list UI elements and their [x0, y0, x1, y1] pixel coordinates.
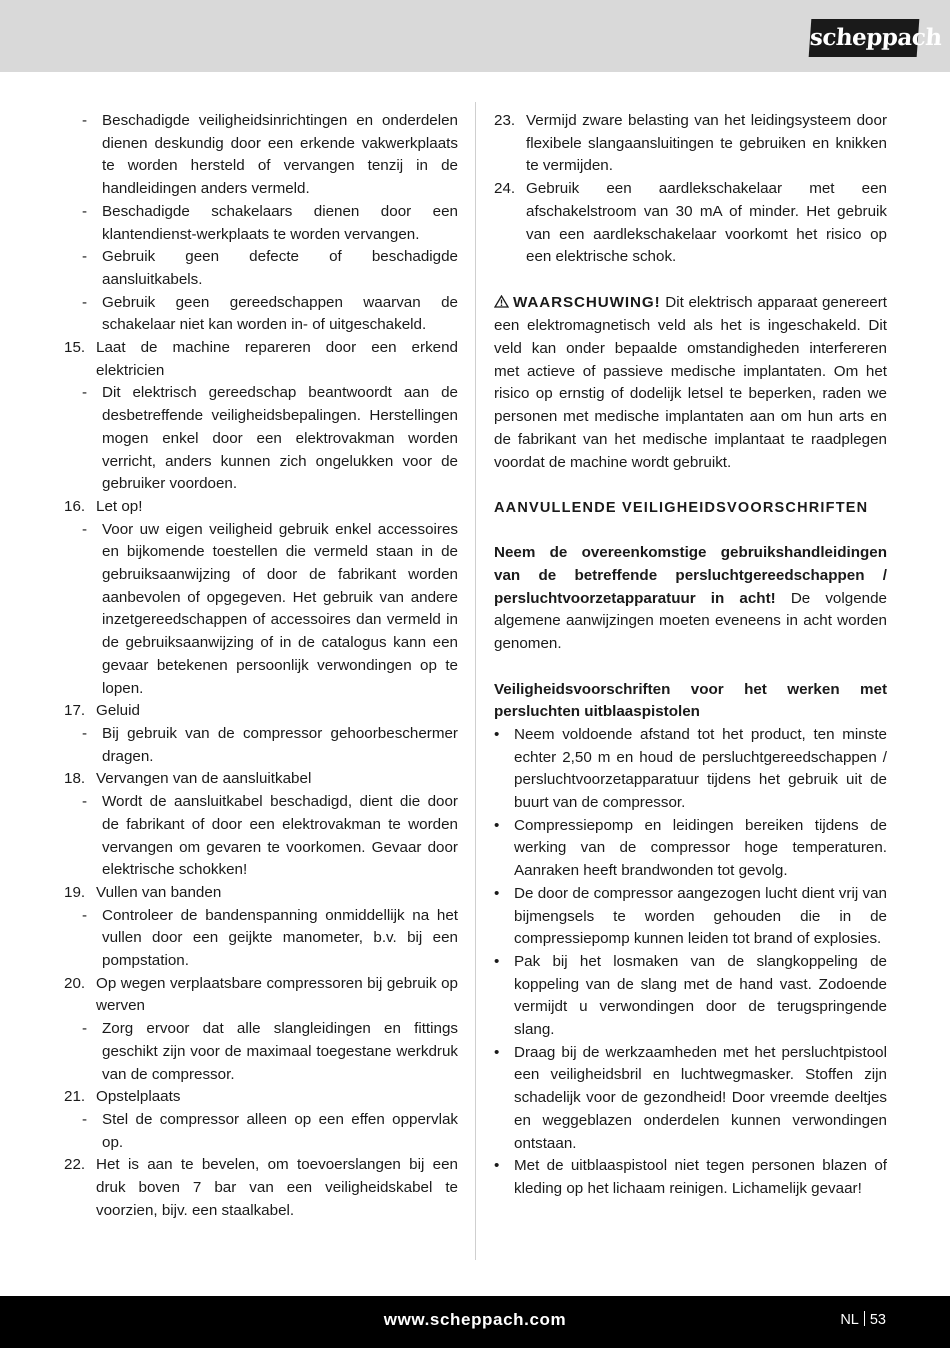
- list-item: - Beschadigde veiligheidsinrichtingen en onderdelen dienen deskundig door een erkende vakwerkplaats te worden hersteld of vervangen tenzij in de handleidingen anders vermeld.: [62, 110, 458, 201]
- item-text: Let op!: [96, 497, 143, 515]
- numbered-item: [62, 700, 458, 723]
- page-header: [0, 0, 950, 72]
- list-item: - Gebruik geen defecte of beschadigde aansluitkabels.: [62, 246, 458, 291]
- numbered-item: [494, 110, 887, 178]
- page-number: 53: [869, 1312, 886, 1328]
- right-column: [494, 110, 887, 1201]
- numbered-item: [62, 973, 458, 1018]
- list-item: - Wordt de aansluitkabel beschadigd, dient die door de fabrikant of door een elektrovakman te worden vervangen om gevaren te voorkomen. Gevaar door elektrische schokken!: [62, 791, 458, 882]
- subheading: [494, 679, 887, 724]
- list-item: - Stel de compressor alleen op een effen oppervlak op.: [62, 1109, 458, 1154]
- spacer: [494, 474, 887, 497]
- item-number: 15.: [64, 339, 86, 357]
- numbered-item: [494, 178, 887, 269]
- item-number: 16.: [64, 497, 86, 515]
- item-number: 23.: [494, 112, 516, 129]
- left-column: [62, 110, 458, 1222]
- scheppach-logo: scheppach: [809, 19, 920, 57]
- numbered-item: [62, 1154, 458, 1222]
- numbered-item: [62, 768, 458, 791]
- intro-paragraph: [494, 542, 887, 656]
- website-link[interactable]: www.scheppach.com: [383, 1310, 567, 1329]
- section-heading: AANVULLENDE VEILIGHEIDSVOORSCHRIFTEN: [494, 499, 869, 516]
- item-text: Opstelplaats: [96, 1088, 181, 1106]
- bullet-item: • Neem voldoende afstand tot het product, ten minste echter 2,50 m en houd de persluchtgereedschappen / persluchtvoorzetapparatuur tijdens het gebruik uit de buurt van de compressor.: [494, 724, 887, 815]
- numbered-item: [62, 337, 458, 382]
- intro-rest: De volgende algemene aanwijzingen moeten eveneens in acht worden genomen.: [494, 589, 887, 653]
- bullet-item: • Met de uitblaaspistool niet tegen personen blazen of kleding op het lichaam reinigen. Lichamelijk gevaar!: [494, 1155, 887, 1200]
- bullet-item: • Draag bij de werkzaamheden met het persluchtpistool een veiligheidsbril en luchtwegmasker. Stoffen zijn schadelijk voor de gezondheid! Door vreemde deeltjes en weggeblazen onderdelen kunnen verwondingen ontstaan.: [494, 1042, 887, 1156]
- item-text: Vermijd zware belasting van het leidingsysteem door flexibele slangaansluitingen te gebruiken en knikken te vermijden.: [526, 112, 887, 175]
- item-text: Gebruik een aardlekschakelaar met een afschakelstroom van 30 mA of minder. Het gebruik van een aardlekschakelaar voorkomt het risico op een elektrische schok.: [526, 180, 887, 266]
- subheading-text: Veiligheidsvoorschriften voor het werken met persluchten uitblaaspistolen: [494, 680, 887, 721]
- list-item: - Zorg ervoor dat alle slangleidingen en fittings geschikt zijn voor de maximaal toegestane werkdruk van de compressor.: [62, 1018, 458, 1086]
- spacer: [494, 269, 887, 292]
- bullet-item: • Compressiepomp en leidingen bereiken tijdens de werking van de compressor hoge temperaturen. Aanraken heeft brandwonden tot gevolg.: [494, 815, 887, 883]
- bullet-item: • De door de compressor aangezogen lucht dient vrij van bijmengsels te worden gehouden die in de compressiepomp kunnen leiden tot brand of explosies.: [494, 883, 887, 951]
- intro-bold: Neem de overeenkomstige gebruikshandleidingen van de betreffende persluchtgereedschappen / persluchtvoorzetapparatuur in acht!: [494, 544, 887, 607]
- bullet-item: • Pak bij het losmaken van de slangkoppeling de koppeling van de slang met de hand vast. Zodoende vermijdt u verwondingen door de terugspringende slang.: [494, 951, 887, 1042]
- item-number: 19.: [64, 883, 86, 901]
- item-text: Laat de machine repareren door een erkend elektricien: [96, 339, 458, 379]
- item-number: 21.: [64, 1088, 86, 1106]
- numbered-item: [62, 496, 458, 519]
- warning-label: WAARSCHUWING!: [513, 293, 661, 311]
- item-text: Vervangen van de aansluitkabel: [96, 770, 312, 788]
- page-indicator: [840, 1311, 886, 1328]
- list-item: - Beschadigde schakelaars dienen door een klantendienst-werkplaats te worden vervangen.: [62, 201, 458, 246]
- item-text: Het is aan te bevelen, om toevoerslangen bij een druk boven 7 bar van een veiligheidskabel te voorzien, bijv. een staalkabel.: [96, 1156, 458, 1219]
- warning-triangle-icon: [494, 293, 509, 316]
- item-text: Geluid: [96, 702, 140, 720]
- item-number: 20.: [64, 974, 86, 992]
- warning-paragraph: [494, 292, 887, 475]
- page-footer: [0, 1296, 950, 1348]
- warning-text: Dit elektrisch apparaat genereert een elektromagnetisch veld als het is ingeschakeld. Dit veld kan onder bepaalde omstandigheden interfereren met actieve of passieve medische implantaten. Om het risico op ernstig of dodelijk letsel te beperken, raden we personen met medische implantaten aan om hun arts en de fabrikant van het medische implantaat te raadplegen voordat de machine wordt gebruikt.: [494, 293, 887, 471]
- list-item: - Gebruik geen gereedschappen waarvan de schakelaar niet kan worden in- of uitgeschakeld.: [62, 292, 458, 337]
- item-text: Vullen van banden: [96, 883, 222, 901]
- item-number: 22.: [64, 1156, 86, 1174]
- item-number: 18.: [64, 770, 86, 788]
- language-code: NL: [840, 1312, 859, 1328]
- separator: [864, 1311, 865, 1326]
- spacer: [494, 520, 887, 543]
- numbered-item: [62, 1086, 458, 1109]
- list-item: - Dit elektrisch gereedschap beantwoordt aan de desbetreffende veiligheidsbepalingen. Herstellingen mogen enkel door een elektrovakman worden verricht, anders kunnen zich ongelukken voor de gebruiker voordoen.: [62, 382, 458, 496]
- item-number: 17.: [64, 702, 86, 720]
- column-divider: [475, 102, 476, 1260]
- list-item: - Bij gebruik van de compressor gehoorbeschermer dragen.: [62, 723, 458, 768]
- list-item: - Voor uw eigen veiligheid gebruik enkel accessoires en bijkomende toestellen die vermeld staan in de gebruiksaanwijzing of door de fabrikant worden aanbevolen of opgegeven. Het gebruik van andere inzetgereedschappen of accessoires dan vermeld in de gebruiksaanwijzing of in de catalogus kann een gevaar betekenen persoonlijk verwondingen op te lopen.: [62, 519, 458, 701]
- numbered-item: [62, 882, 458, 905]
- list-item: - Controleer de bandenspanning onmiddellijk na het vullen door een geijkte manometer, b.v. bij een pompstation.: [62, 905, 458, 973]
- item-text: Op wegen verplaatsbare compressoren bij gebruik op werven: [96, 974, 458, 1015]
- spacer: [494, 656, 887, 679]
- item-number: 24.: [494, 180, 516, 198]
